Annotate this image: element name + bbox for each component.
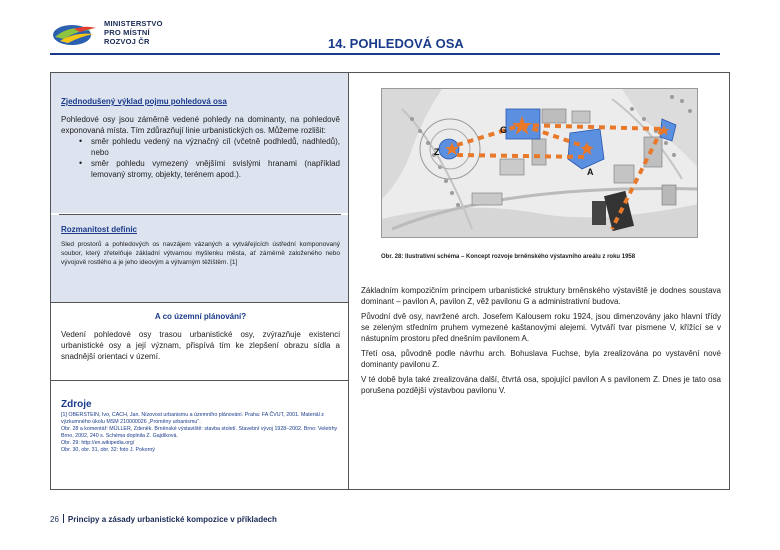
definition-title: Zjednodušený výklad pojmu pohledová osa [61, 97, 227, 106]
ministry-logo-icon [52, 22, 98, 46]
page-number: 26 [50, 515, 59, 524]
source-item: Obr. 30, obr. 31, obr. 32: foto J. Pokorný [61, 447, 155, 453]
paragraph: Původní dvě osy, navržené arch. Josefem Kalousem roku 1924, jsou dimenzovány jako hlavní třídy se zeleným středním pruhem vymezené kaštanovými alejemi. Vytváří tvar písmene V, křížící se v nástupním prostoru před dnešním pavilonem A. [361, 312, 721, 343]
definition-box [51, 73, 348, 213]
pavilion-a-label: A [587, 167, 594, 177]
source-item: [1] OBERSTEIN, Ivo, CACH, Jan. Nízovost urbanismu a územního plánování. Praha: FA ČVUT, 2001. Materiál z výzkumného úkolu MSM 210000026 „Proměny urbanismu". [61, 412, 324, 425]
definitions-box [51, 215, 348, 302]
page-header [0, 0, 780, 62]
right-text [361, 285, 721, 400]
definition-text: Pohledové osy jsou záměrně vedené pohledy na dominanty, na pohledově exponovaná místa. Tím zdůrazňují linie urbanistických os. Můžeme rozlišit: [61, 115, 340, 135]
source-item: Obr. 29: http://en.wikipedia.org/ [61, 440, 135, 446]
ministry-line-3: ROZVOJ ČR [104, 37, 150, 46]
pavilion-g-label: G [500, 125, 508, 135]
ministry-line-2: PRO MÍSTNÍ [104, 28, 150, 37]
source-item: Obr. 28 a komentář: MÜLLER, Zdeněk. Brněnské výstaviště: stavba století. Stavební vývoj 1928–2002. Brno: Veletrhy Brno, 2002, 240 s. Schéma doplnila Z. Gajdíková. [61, 426, 338, 439]
pavilion-z-label: Z [434, 147, 440, 157]
site-plan-map [382, 89, 698, 238]
footer-separator [63, 514, 64, 523]
page-footer [50, 514, 730, 528]
ministry-name [104, 19, 163, 46]
figure-caption: Obr. 28: Ilustrativní schéma – Koncept rozvoje brněnského výstavního areálu z roku 1958 [381, 254, 636, 260]
left-column [51, 73, 349, 489]
site-plan-figure [381, 88, 698, 238]
definition-list [79, 136, 340, 180]
footer-title: Principy a zásady urbanistické kompozice v příkladech [67, 515, 277, 524]
planning-text: Vedení pohledové osy trasou urbanistické osy, zvýrazňuje existenci urbanistické osy a její význam, přispívá tím ke zlepšení obrazu sídla a snadnější orientaci v území. [61, 330, 340, 361]
list-item: • směr pohledu vymezený vnějšími svislými hranami (například lemovaný stromy, objekty, terénem apod.). [79, 158, 340, 180]
paragraph: Třetí osa, původně podle návrhu arch. Bohuslava Fuchse, byla zrealizována po vystavění nové dominanty pavilonu Z. [361, 349, 721, 369]
header-divider [50, 53, 720, 55]
paragraph: Základním kompozičním principem urbanistické struktury brněnského výstaviště je dodnes soustava dominant – pavilon A, pavilon Z, věž pavilonu G a administrativní budova. [361, 286, 721, 306]
paragraph: V té době byla také zrealizována další, čtvrtá osa, spojující pavilon A s pavilonem Z. Dnes je tato osa porušena pozdější výstavbou pavilonu V. [361, 375, 721, 395]
sources-title: Zdroje [61, 399, 92, 410]
sources-box [51, 393, 348, 489]
definitions-text: Sled prostorů a pohledových os navzájem vázaných a vytvářejících ústřední komponovaný soubor, který zřetelňuje základní výtvarnou myšlenku města, ať záměrně založeného nebo vývojově rostlého a je jeho ideovým a výtvarným těžištěm. [1] [61, 241, 340, 266]
list-item: • směr pohledu vedený na význačný cíl (včetně podhledů, nadhledů), nebo [79, 136, 340, 158]
right-column [350, 73, 730, 489]
definitions-title: Rozmanitost definic [61, 225, 138, 234]
page-title: 14. POHLEDOVÁ OSA [328, 36, 464, 51]
planning-title: A co územní plánování? [154, 312, 247, 321]
ministry-line-1: MINISTERSTVO [104, 19, 163, 28]
content-frame [50, 72, 730, 490]
planning-box [51, 302, 348, 381]
